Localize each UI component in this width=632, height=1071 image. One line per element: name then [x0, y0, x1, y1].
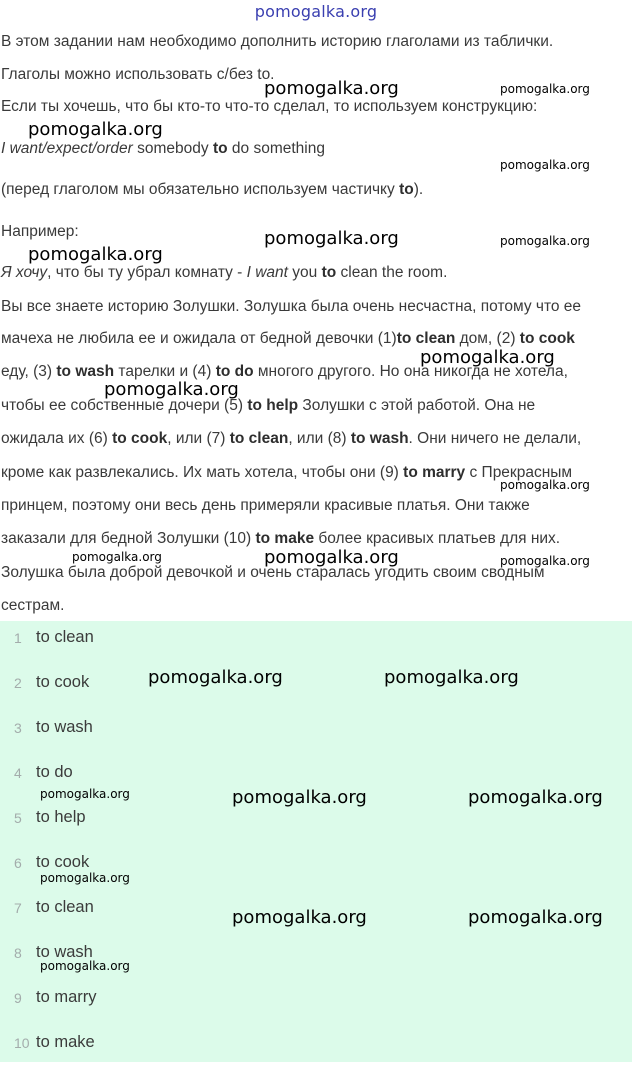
answer-text: to clean — [36, 898, 94, 916]
answer-text: to make — [36, 1033, 95, 1051]
watermark: pomogalka.org — [148, 667, 283, 688]
watermark: pomogalka.org — [500, 234, 590, 248]
story-line: принцем, поэтому они весь день примеряли красивые платья. Они также — [1, 497, 530, 514]
watermark: pomogalka.org — [500, 82, 590, 96]
story-line: Вы все знаете историю Золушки. Золушка была очень несчастна, потому что ее — [1, 298, 582, 315]
answer-text: to wash — [36, 718, 93, 736]
text-span: мачеха не любила ее и ожидала от бедной девочки (1) — [1, 330, 397, 347]
answer-text: to marry — [36, 988, 97, 1006]
italic-phrase: Я хочу — [1, 264, 48, 281]
answer-inline: to clean — [229, 430, 289, 447]
construction-line — [1, 139, 325, 159]
text-span: ожидала их (6) — [1, 430, 113, 447]
text-span: you — [287, 264, 322, 281]
story-line — [1, 396, 535, 416]
answer-number: 5 — [14, 810, 22, 826]
text-span: , или (8) — [288, 430, 351, 447]
text-span: , что бы ту убрал комнату - — [47, 264, 247, 281]
watermark: pomogalka.org — [264, 78, 399, 99]
text-span: somebody — [132, 140, 213, 157]
watermark: pomogalka.org — [420, 347, 555, 368]
watermark: pomogalka.org — [264, 547, 399, 568]
answer-inline: to wash — [56, 363, 115, 380]
answer-row — [0, 621, 632, 666]
watermark: pomogalka.org — [500, 478, 590, 492]
site-logo: pomogalka.org — [254, 2, 378, 21]
answer-number: 2 — [14, 675, 22, 691]
answer-number: 9 — [14, 990, 22, 1006]
watermark: pomogalka.org — [28, 119, 163, 140]
text-span: более красивых платьев для них. — [314, 530, 561, 547]
text-span: еду, (3) — [1, 363, 57, 380]
text-span: . Они ничего не делали, — [408, 430, 582, 447]
watermark: pomogalka.org — [40, 871, 130, 885]
answer-inline: to cook — [519, 330, 575, 347]
answer-text: to wash — [36, 943, 93, 961]
watermark: pomogalka.org — [40, 787, 130, 801]
text-span: do something — [227, 140, 325, 157]
answer-text: to do — [36, 763, 73, 781]
answer-inline: to cook — [112, 430, 168, 447]
answer-number: 8 — [14, 945, 22, 961]
answers-table — [0, 621, 632, 1062]
answer-number: 1 — [14, 630, 22, 646]
watermark: pomogalka.org — [104, 379, 239, 400]
text-line: В этом задании нам необходимо дополнить историю глаголами из таблички. — [1, 33, 554, 50]
text-span: clean the room. — [336, 264, 448, 281]
story-line — [1, 429, 581, 449]
answer-number: 10 — [14, 1035, 30, 1051]
answer-text: to clean — [36, 628, 94, 646]
example-line — [1, 263, 447, 283]
watermark: pomogalka.org — [468, 787, 603, 808]
answer-text: to help — [36, 808, 86, 826]
bold-phrase: to — [321, 264, 337, 281]
watermark: pomogalka.org — [40, 959, 130, 973]
text-span: Золушки с этой работой. Она не — [298, 397, 536, 414]
text-line: Если ты хочешь, что бы кто-то что-то сделал, то используем конструкцию: — [1, 98, 538, 115]
text-span: заказали для бедной Золушки (10) — [1, 530, 256, 547]
answer-number: 3 — [14, 720, 22, 736]
example-heading: Например: — [1, 223, 79, 240]
answer-text: to cook — [36, 853, 90, 871]
story-line — [1, 463, 572, 483]
text-span: многого другого. Но она никогда не хотела, — [253, 363, 568, 380]
answer-inline: to clean — [396, 330, 456, 347]
answer-row — [0, 981, 632, 1026]
answer-inline: to marry — [403, 464, 466, 481]
answer-number: 7 — [14, 900, 22, 916]
text-span: дом, (2) — [455, 330, 520, 347]
text-span: ). — [413, 181, 424, 198]
answer-number: 4 — [14, 765, 22, 781]
watermark: pomogalka.org — [28, 244, 163, 265]
story-line — [1, 329, 575, 349]
text-span: тарелки и (4) — [114, 363, 216, 380]
answer-row — [0, 1026, 632, 1071]
watermark: pomogalka.org — [232, 907, 367, 928]
answer-text: to cook — [36, 673, 90, 691]
italic-phrase: I want/expect/order — [1, 140, 133, 157]
watermark: pomogalka.org — [384, 667, 519, 688]
text-span: , или (7) — [167, 430, 230, 447]
answer-number: 6 — [14, 855, 22, 871]
watermark: pomogalka.org — [500, 554, 590, 568]
text-line — [1, 180, 423, 200]
watermark: pomogalka.org — [500, 158, 590, 172]
watermark: pomogalka.org — [468, 907, 603, 928]
answer-inline: to do — [215, 363, 254, 380]
watermark: pomogalka.org — [72, 550, 162, 564]
text-span: кроме как развлекались. Их мать хотела, чтобы они (9) — [1, 464, 404, 481]
watermark: pomogalka.org — [232, 787, 367, 808]
story-line: сестрам. — [1, 597, 65, 614]
story-line: Золушка была доброй девочкой и очень старалась угодить своим сводным — [1, 564, 545, 581]
story-line — [1, 529, 560, 549]
text-span: (перед глаголом мы обязательно используем частичку — [1, 181, 400, 198]
answer-inline: to make — [255, 530, 315, 547]
italic-phrase: I want — [246, 264, 288, 281]
text-span: с Прекрасным — [465, 464, 573, 481]
answer-inline: to wash — [350, 430, 409, 447]
answer-row — [0, 666, 632, 711]
bold-phrase: to — [399, 181, 414, 198]
answer-inline: to help — [247, 397, 299, 414]
text-line: Глаголы можно использовать с/без to. — [1, 66, 275, 83]
bold-phrase: to — [212, 140, 228, 157]
answer-row — [0, 711, 632, 756]
watermark: pomogalka.org — [264, 228, 399, 249]
text-span: чтобы ее собственные дочери (5) — [1, 397, 248, 414]
